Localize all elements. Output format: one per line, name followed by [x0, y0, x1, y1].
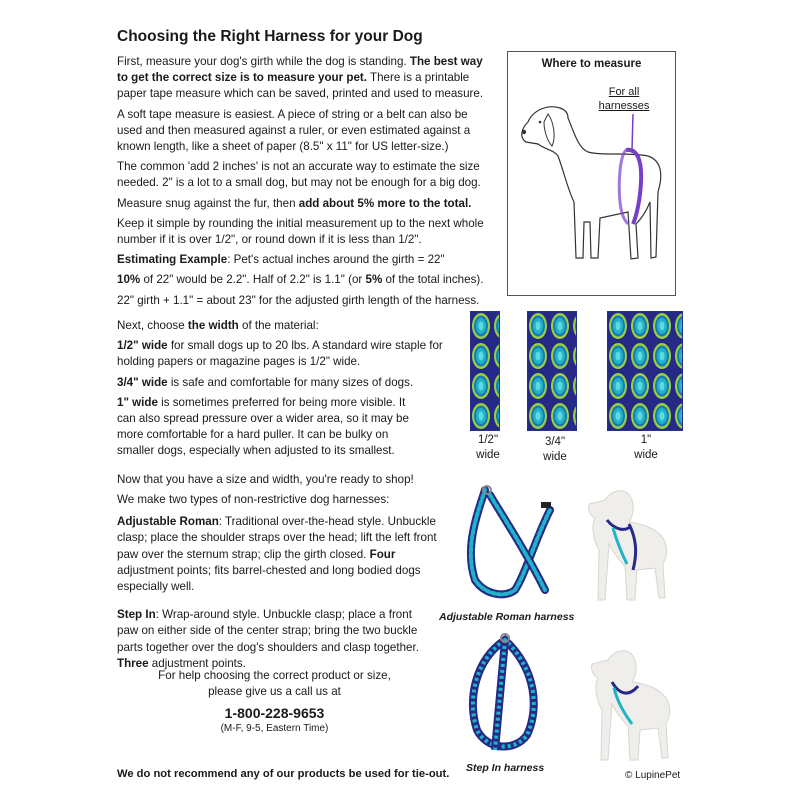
help-contact-block: [117, 668, 432, 735]
dog-nose: [522, 130, 526, 134]
three-quarter-inch-strap-sample: [527, 311, 577, 431]
page-title: Choosing the Right Harness for your Dog: [117, 28, 423, 45]
tie-out-warning: We do not recommend any of our products be used for tie-out.: [117, 768, 450, 780]
step-in-caption: Step In harness: [466, 762, 545, 774]
example-line-3: 22" girth + 1.1" = about 23" for the adjusted girth length of the harness.: [117, 293, 480, 307]
three-quarter-inch-label: 3/4" wide: [543, 436, 567, 463]
pointer-line: [632, 114, 633, 150]
rounding-paragraph: Keep it simple by rounding the initial measurement up to the next whole number if it is over 1/2", or round down if it is less than 1/2".: [117, 216, 484, 247]
dog-wearing-step-in-harness-image: [568, 640, 678, 768]
adjustable-roman-caption: Adjustable Roman harness: [439, 611, 575, 623]
dog-outline-illustration: [508, 52, 675, 295]
adjustable-roman-harness-image: [455, 480, 565, 605]
half-inch-paragraph: 1/2" wide for small dogs up to 20 lbs. A standard wire staple for holding papers or magazine pages is 1/2" wide.: [117, 339, 443, 369]
where-to-measure-box: [507, 51, 676, 296]
harness-types-intro: We make two types of non-restrictive dog harnesses:: [117, 493, 390, 506]
one-inch-label: 1" wide: [634, 434, 658, 461]
where-to-measure-title: Where to measure: [541, 58, 642, 70]
measure-paragraph: First, measure your dog's girth while the dog is standing. The best way to get the correct size is to measure your pet. There is a printable paper tape measure which can be saved, printed and used to measure.: [117, 55, 484, 101]
dog-eye: [539, 121, 542, 124]
step-in-harness-image: [455, 630, 550, 760]
help-line-1: For help choosing the correct product or size,: [158, 669, 391, 682]
three-quarter-inch-paragraph: 3/4" wide is safe and comfortable for many sizes of dogs.: [117, 375, 414, 389]
measuring-instructions: [117, 54, 492, 313]
dog-wearing-roman-harness-image: [565, 480, 675, 610]
copyright: © LupinePet: [625, 770, 681, 781]
phone-number[interactable]: 1-800-228-9653: [224, 705, 325, 721]
harness-types: [117, 492, 492, 676]
add-two-inches-paragraph: The common 'add 2 inches' is not an accurate way to estimate the size needed. 2" is a lot to a small dog, but may not be enough for a big dog.: [117, 160, 481, 190]
ready-to-shop-text: Now that you have a size and width, you're ready to shop!: [117, 472, 414, 486]
tape-paragraph: A soft tape measure is easiest. A piece of string or a belt can also be used and then measured against a ruler, or even estimated against a known length, like a sheet of paper (8.5" x 11" for US letter-size.): [117, 107, 471, 154]
half-inch-strap-sample: [470, 311, 500, 431]
business-hours: (M-F, 9-5, Eastern Time): [220, 723, 329, 734]
half-inch-label: 1/2" wide: [476, 434, 500, 461]
example-line-2: 10% of 22" would be 2.2". Half of 2.2" is 1.1" (or 5% of the total inches).: [117, 273, 484, 287]
help-line-2: please give us a call us at: [208, 684, 341, 698]
one-inch-strap-sample: [607, 311, 683, 431]
one-inch-paragraph: 1" wide is sometimes preferred for being more visible. It can also spread pressure over a wider area, so it may be more comfortable for a hard puller. It can be bulky on smaller dogs, especially when adjusted to its smallest.: [117, 395, 409, 458]
adjustable-roman-paragraph: Adjustable Roman: Traditional over-the-head style. Unbuckle clasp; place the shoulder straps over the head; lift the left front paw over the sternum strap; clip the girth closed. Four adjustment points; fits barrel-chested and long bodied dogs especially well.: [117, 515, 437, 594]
example-line-1: Estimating Example: Pet's actual inches around the girth = 22": [117, 253, 445, 267]
step-in-paragraph: Step In: Wrap-around style. Unbuckle clasp; place a front paw on either side of the center strap; bring the two buckle parts together over the dog's shoulders and clasp together. Three adjustment points.: [117, 608, 419, 670]
width-intro: Next, choose the width of the material:: [117, 319, 319, 332]
for-all-harnesses-note: For all harnesses: [598, 86, 650, 112]
width-instructions: [117, 318, 492, 492]
snug-paragraph: Measure snug against the fur, then add about 5% more to the total.: [117, 196, 472, 210]
